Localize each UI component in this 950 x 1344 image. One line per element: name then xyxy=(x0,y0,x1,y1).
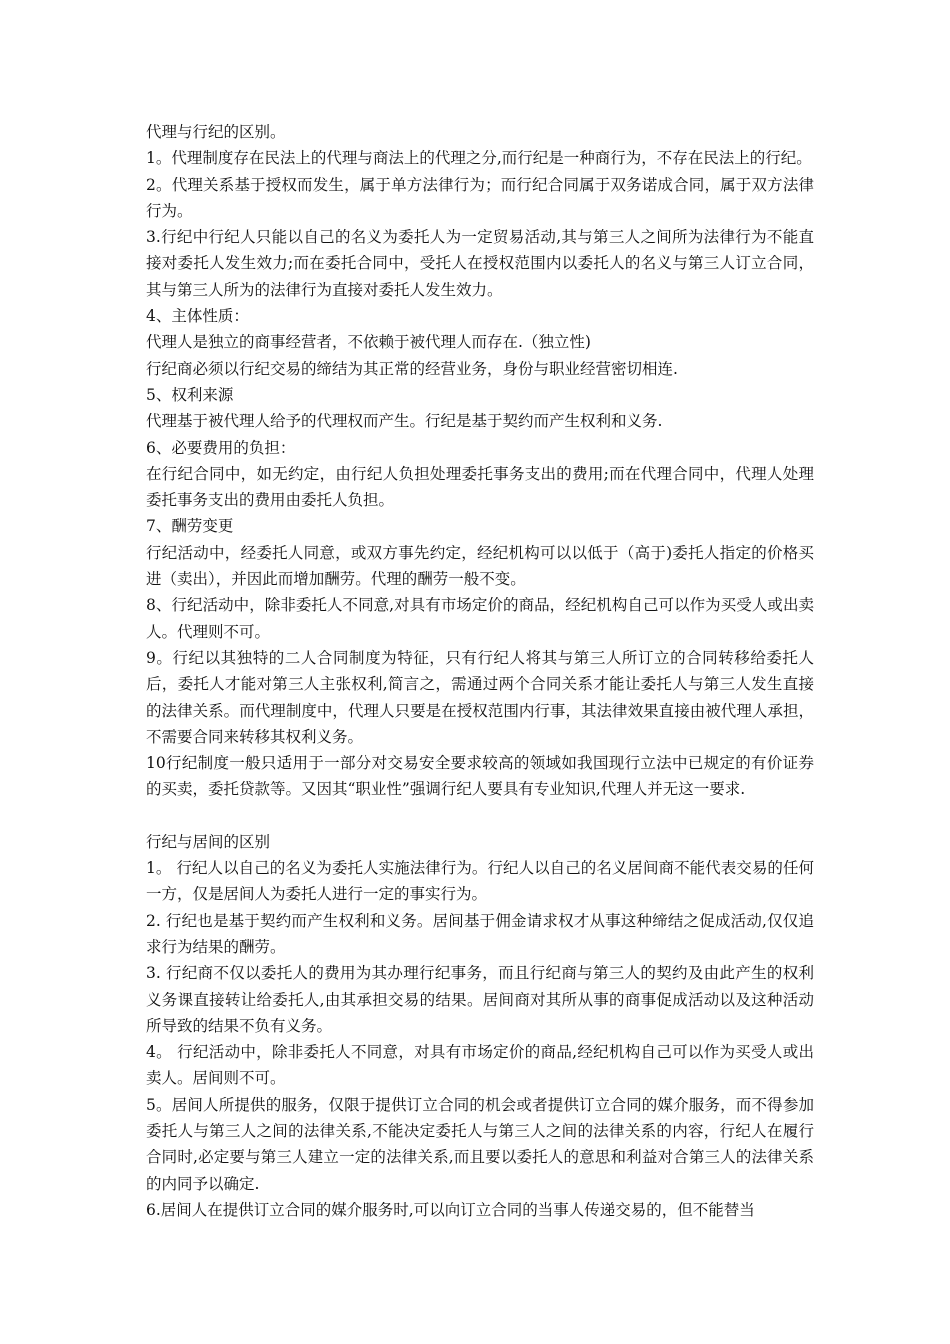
paragraph: 3.行纪中行纪人只能以自己的名义为委托人为一定贸易活动,其与第三人之间所为法律行为不能直接对委托人发生效力;而在委托合同中，受托人在授权范围内以委托人的名义与第三人订立合同，其与第三人所为的法律行为直接对委托人发生效力。 xyxy=(146,228,814,299)
section-title-commission-vs-brokerage: 行纪与居间的区别 xyxy=(146,832,271,851)
paragraph: 1。代理制度存在民法上的代理与商法上的代理之分,而行纪是一种商行为，不存在民法上的行纪。 xyxy=(146,149,812,168)
paragraph: 9。行纪以其独特的二人合同制度为特征，只有行纪人将其与第三人所订立的合同转移给委托人后，委托人才能对第三人主张权利,简言之，需通过两个合同关系才能让委托人与第三人发生直接的法律关系。而代理制度中，代理人只要是在授权范围内行事，其法律效果直接由被代理人承担，不需要合同来转移其权利义务。 xyxy=(146,648,814,746)
section-title-agency-vs-commission: 代理与行纪的区别。 xyxy=(146,123,286,141)
paragraph: 2. 行纪也是基于契约而产生权利和义务。居间基于佣金请求权才从事这种缔结之促成活动,仅仅追求行为结果的酬劳。 xyxy=(146,911,814,956)
paragraph: 6、必要费用的负担： xyxy=(146,438,296,457)
paragraph: 1。 行纪人以自己的名义为委托人实施法律行为。行纪人以自己的名义居间商不能代表交易的任何一方，仅是居间人为委托人进行一定的事实行为。 xyxy=(146,859,814,904)
paragraph: 10行纪制度一般只适用于一部分对交易安全要求较高的领域如我国现行立法中已规定的有价证券的买卖，委托贷款等。又因其“职业性”强调行纪人要具有专业知识,代理人并无这一要求. xyxy=(146,754,814,799)
paragraph: 4、主体性质： xyxy=(146,307,249,326)
paragraph: 5。居间人所提供的服务，仅限于提供订立合同的机会或者提供订立合同的媒介服务，而不得参加委托人与第三人之间的法律关系,不能决定委托人与第三人之间的法律关系的内容，行纪人在履行合同时,必定要与第三人建立一定的法律关系,而且要以委托人的意思和利益对合第三人的法律关系的内同予以确定. xyxy=(146,1095,814,1193)
paragraph: 2。代理关系基于授权而发生，属于单方法律行为；而行纪合同属于双务诺成合同，属于双方法律行为。 xyxy=(146,175,814,220)
paragraph: 代理人是独立的商事经营者，不依赖于被代理人而存在.（独立性) xyxy=(146,333,591,352)
paragraph: 5、权利来源 xyxy=(146,385,234,404)
paragraph: 在行纪合同中，如无约定，由行纪人负担处理委托事务支出的费用;而在代理合同中，代理人处理委托事务支出的费用由委托人负担。 xyxy=(146,464,814,510)
paragraph: 行纪活动中，经委托人同意，或双方事先约定，经纪机构可以以低于（高于)委托人指定的价格买进（卖出），并因此而增加酬劳。代理的酬劳一般不变。 xyxy=(146,543,814,589)
paragraph: 行纪商必须以行纪交易的缔结为其正常的经营业务，身份与职业经营密切相连. xyxy=(146,359,678,378)
paragraph: 8、行纪活动中，除非委托人不同意,对具有市场定价的商品，经纪机构自己可以作为买受人或出卖人。代理则不可。 xyxy=(146,596,814,641)
document-page xyxy=(146,119,814,1223)
section-spacer xyxy=(146,803,814,829)
paragraph: 3. 行纪商不仅以委托人的费用为其办理行纪事务，而且行纪商与第三人的契约及由此产生的权利义务课直接转让给委托人,由其承担交易的结果。居间商对其所从事的商事促成活动以及这种活动所导致的结果不负有义务。 xyxy=(146,964,814,1035)
paragraph: 7、酬劳变更 xyxy=(146,517,234,536)
paragraph: 4。 行纪活动中，除非委托人不同意，对具有市场定价的商品,经纪机构自己可以作为买受人或出卖人。居间则不可。 xyxy=(146,1043,814,1088)
paragraph: 6.居间人在提供订立合同的媒介服务时,可以向订立合同的当事人传递交易的，但不能替当 xyxy=(146,1200,755,1219)
paragraph: 代理基于被代理人给予的代理权而产生。行纪是基于契约而产生权利和义务. xyxy=(146,412,663,431)
